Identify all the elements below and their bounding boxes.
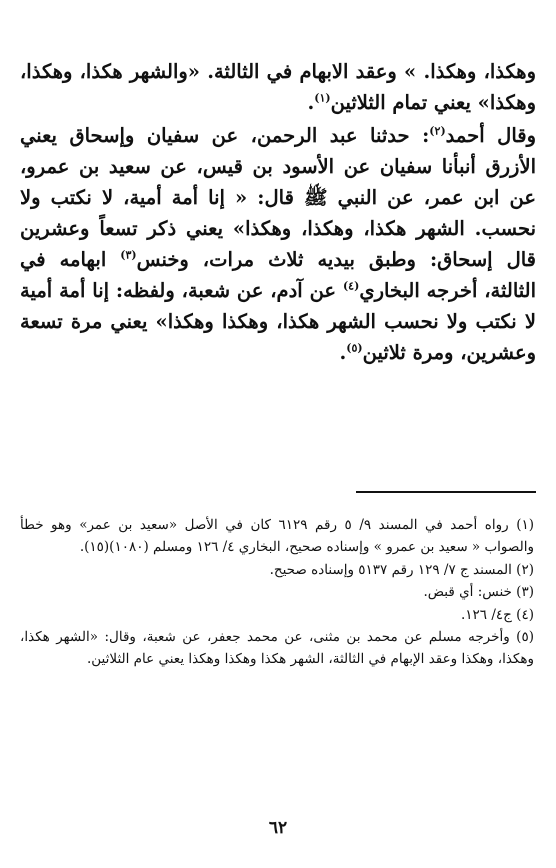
- footnote-3: (٣) خنس: أي قبض.: [423, 584, 534, 601]
- footnote-ref-4: (٤): [342, 279, 360, 293]
- main-paragraph-1: [20, 56, 536, 118]
- main-text: [20, 56, 536, 368]
- paragraph-text: عن آدم، عن شعبة، ولفظه: إنا أمة أمية لا نكتب ولا نحسب الشهر هكذا، وهكذا وهكذا» يعني مرة تسعة وعشرين، ومرة ثلاثين: [20, 279, 536, 364]
- footnotes: [20, 514, 534, 671]
- main-paragraph-2: [20, 120, 536, 368]
- footnote-ref-1: (١): [314, 91, 331, 105]
- footnote-1: (١) رواه أحمد في المسند ٩/ ٥ رقم ٦١٢٩ كان في الأصل «سعيد بن عمر» وهو خطأ والصواب « سعيد بن عمرو » وإسناده صحيح، البخاري ٤/ ١٢٦ ومسلم (١٠٨٠)(١٥).: [20, 517, 535, 556]
- page-number: ٦٢: [268, 818, 288, 838]
- footnote-2: (٢) المسند ج ٧/ ١٢٩ رقم ٥١٣٧ وإسناده صحيح.: [269, 561, 534, 578]
- footnote-4: (٤) ج٤/ ١٢٦.: [461, 606, 534, 623]
- paragraph-text: .: [339, 341, 347, 364]
- footnote-ref-5: (٥): [346, 341, 363, 355]
- paragraph-text: ابهامه في الثالثة، أخرجه البخاري: [20, 248, 537, 302]
- footnote-separator: [356, 491, 536, 493]
- paragraph-text: .: [307, 91, 315, 114]
- paragraph-text: : حدثنا عبد الرحمن، عن سفيان وإسحاق يعني الأزرق أنبأنا سفيان عن الأسود بن قيس، عن سعيد بن عمرو، عن ابن عمر، عن النبي ﷺ قال: « إنا أمة أمية، لا نكتب ولا نحسب. الشهر هكذا، وهكذا، وهكذا» يعني ذكر تسعاً وعشرين قال إسحاق: وطبق بيديه ثلاث مرات، وخنس: [20, 124, 536, 271]
- footnote-ref-3: (٣): [120, 248, 137, 262]
- footnote-ref-2: (٢): [429, 124, 446, 138]
- paragraph-text: وهكذا، وهكذا. » وعقد الابهام في الثالثة. «والشهر هكذا، وهكذا، وهكذا» يعني تمام الثلاثين: [20, 60, 536, 114]
- paragraph-text: وقال أحمد: [445, 124, 536, 147]
- footnote-5: (٥) وأخرجه مسلم عن محمد بن مثنى، عن محمد جعفر، عن شعبة، وقال: «الشهر هكذا، وهكذا، وهكذا وعقد الإبهام في الثالثة، الشهر هكذا وهكذا وهكذا يعني عام الثلاثين.: [20, 629, 534, 668]
